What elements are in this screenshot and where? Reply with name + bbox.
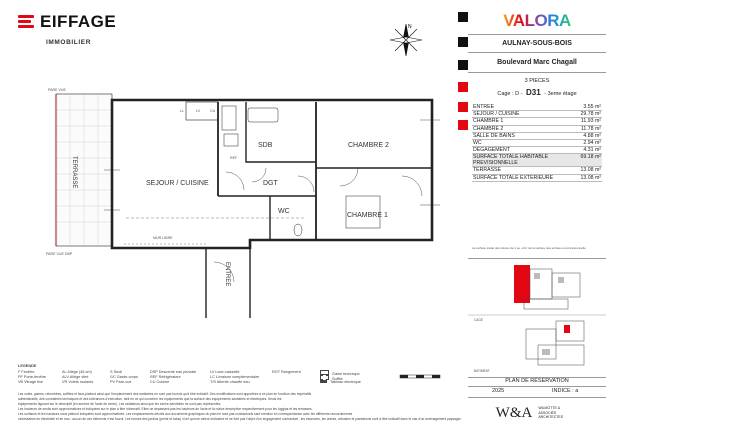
legend-col-3: S Seuil GC Garde-corps PV Pare-vue — [110, 370, 138, 384]
mur-libre: MUR LIBRE — [153, 236, 173, 240]
lot-info: Cage : D - D31 - 3eme étage — [497, 88, 577, 97]
room-sdb: SDB — [258, 142, 273, 149]
legend-col-1: F Fenêtre PF Porte-fenêtre VB Vitrage fixe — [18, 370, 47, 384]
room-entree: ENTREE — [224, 262, 230, 287]
site-plan-lot-highlight — [514, 265, 530, 303]
cu-label: CU — [210, 109, 216, 113]
brand-subtitle: IMMOBILIER — [46, 39, 91, 46]
lv-label: LV — [196, 109, 201, 113]
areas-table — [472, 104, 602, 182]
architect-logo: W&A WILMOTTE & ASSOCIÉS ARCHITECTES — [495, 404, 564, 421]
areas-footnote: La surface totale des pièces de 1 ou -2m² de la surface des entrées est prévisionnelle — [472, 246, 586, 250]
legend-col-2: AL Allège (45 cm) ALV Allège vitré VR Volets roulants — [62, 370, 94, 384]
marker-black-2 — [458, 37, 468, 47]
room-terrasse: TERRASSE — [71, 156, 77, 189]
room-dgt: DGT — [263, 180, 278, 187]
room-sejour-cuisine: SEJOUR / CUISINE — [146, 180, 209, 187]
street: Boulevard Marc Chagall — [468, 52, 606, 73]
scale-bar — [398, 372, 444, 386]
area-row: ENTREE 3.55 m² — [473, 104, 601, 110]
legend-col-7: Gaine technique Soffite Tableau électrique — [320, 370, 361, 385]
area-row-total: SURFACE TOTALE HABITABLE PREVISIONNELLE 69.18 m² — [473, 154, 601, 167]
pare-vue-bottom: PARE VUE DBP — [46, 252, 73, 256]
marker-red-2 — [458, 102, 468, 112]
legend-col-4: DSP Descente eau pluviale REF Réfrigérateur CU Cuisine — [150, 370, 197, 384]
svg-text:N: N — [408, 24, 412, 30]
ref-label: REF — [230, 156, 238, 160]
area-row: TERRASSE 13.08 m² — [473, 167, 601, 174]
area-row: WC 2.94 m² — [473, 139, 601, 146]
legend-col-6: RGT Rangement — [272, 370, 301, 374]
area-row: CHAMBRE 1 11.93 m² — [473, 118, 601, 125]
city: AULNAY-SOUS-BOIS — [468, 34, 606, 53]
marker-black-1 — [458, 12, 468, 22]
area-row: SALLE DE BAINS 4.88 m² — [473, 132, 601, 139]
plan-title: PLAN DE RÉSERVATION — [468, 376, 606, 387]
marker-black-3 — [458, 60, 468, 70]
site-plan — [468, 258, 606, 378]
room-wc: WC — [278, 208, 290, 215]
area-row: CHAMBRE 2 11.78 m² — [473, 125, 601, 132]
room-chambre-2: CHAMBRE 2 — [348, 142, 389, 149]
valora-logo: VALORA — [468, 8, 606, 35]
marker-red-3 — [458, 120, 468, 130]
area-row: SEJOUR / CUISINE 29.78 m² — [473, 111, 601, 118]
legend-notes: Les cotes, gaines, retombées, soffites et faux-plafond ainsi que l'emplacement des sanitaires ne sont pas fournis qu'à titre indicatif. Des modifications sont apportées à ce plan en fonction des impératifs administratifs, des contraintes techniques et des tolérances d'exécution, tant en ce qui concerne les équipements que la surface des équipements sanitaires et électriques. Seuls les équipements figurant sur le descriptif (en annexe de l'acte de vente). Les radiateurs ainsi que les sèche-serviettes ne sont pas représentés. Les hauteurs de seuils sont approximatives et indiquées sur le plan à titre informatif. Elles ne dépassent pas les hauteurs de l'acte et la notice descriptive respectivement pour les loggias et les terrasses. Les surfaces et les hauteurs sous plafond indiquées sont approximatives. Les emplacements décrits aux documents graphiques du plan ne sont pas contractuels sauf mention en correspondance avec les différents raccordements nécessaires en électricité et en eau : aucun de ces éléments n'est fourni. Les formes des jardins (pente et talus) n'ont qu'une valeur indicative et ne font pas l'objet d'un engagement contractuel ; les essences, les arbres, arbustes et plantations sont à titre indicatif dans le cas d'un aménagement paysager. — [18, 392, 462, 421]
site-label-cage: CAGE — [474, 318, 484, 322]
ll-label: LL — [180, 109, 184, 113]
legend-col-5: LV Lave-vaisselle LC Livraison complémentaire T/S Attente chauffe eau — [210, 370, 260, 384]
area-row: DEGAGEMENT 4.31 m² — [473, 147, 601, 154]
site-label-batiment: BATIMENT — [474, 369, 490, 373]
area-row: SURFACE TOTALE EXTERIEURE 13.08 m² — [473, 174, 601, 181]
marker-red-1 — [458, 82, 468, 92]
pare-vue-top: PARE VUE — [48, 88, 66, 92]
legend-title: LEGENDE — [18, 364, 37, 368]
site-plan-drawing — [468, 259, 606, 377]
brand-name: EIFFAGE — [40, 12, 117, 31]
room-chambre-1: CHAMBRE 1 — [347, 212, 388, 219]
info-panel — [468, 8, 606, 429]
plan-meta: 2025 INDICE : a — [468, 386, 606, 398]
apartment-type: 3 PIECES — [524, 78, 550, 84]
